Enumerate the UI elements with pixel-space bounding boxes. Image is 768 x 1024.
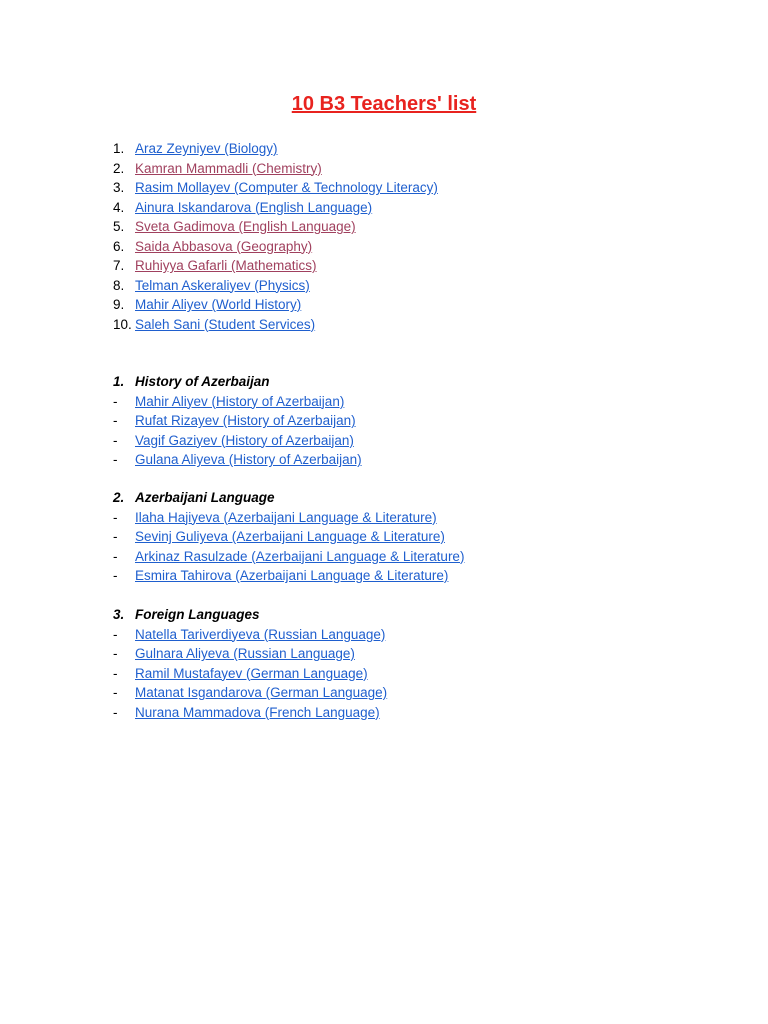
teacher-link[interactable]: Nurana Mammadova (French Language) bbox=[135, 704, 380, 720]
bullet-dash: - bbox=[113, 704, 118, 720]
teacher-link[interactable]: Sveta Gadimova (English Language) bbox=[135, 219, 356, 234]
teacher-link[interactable]: Rufat Rizayev (History of Azerbaijan) bbox=[135, 413, 356, 428]
teacher-link[interactable]: Kamran Mammadli (Chemistry) bbox=[135, 160, 322, 176]
teacher-link[interactable]: Esmira Tahirova (Azerbaijani Language & Literature) bbox=[135, 568, 449, 583]
section-title: History of Azerbaijan bbox=[135, 374, 270, 389]
list-number: 10. bbox=[113, 316, 132, 332]
section-title: Azerbaijani Language bbox=[135, 490, 275, 505]
bullet-dash: - bbox=[113, 626, 118, 642]
teacher-link[interactable]: Matanat Isgandarova (German Language) bbox=[135, 685, 388, 700]
bullet-dash: - bbox=[113, 529, 118, 544]
teacher-link[interactable]: Araz Zeyniyev (Biology) bbox=[135, 141, 278, 156]
teacher-link[interactable]: Rasim Mollayev (Computer & Technology Literacy) bbox=[135, 180, 438, 195]
bullet-dash: - bbox=[113, 452, 118, 467]
section-number: 2. bbox=[113, 490, 125, 505]
bullet-dash: - bbox=[113, 509, 118, 525]
list-number: 7. bbox=[113, 258, 125, 273]
bullet-dash: - bbox=[113, 432, 118, 448]
teacher-link[interactable]: Mahir Aliyev (History of Azerbaijan) bbox=[135, 393, 345, 409]
teacher-link[interactable]: Ainura Iskandarova (English Language) bbox=[135, 199, 373, 215]
bullet-dash: - bbox=[113, 685, 118, 700]
teacher-link[interactable]: Saida Abbasova (Geography) bbox=[135, 238, 313, 254]
list-number: 6. bbox=[113, 238, 125, 254]
bullet-dash: - bbox=[113, 646, 118, 661]
page-title: 10 B3 Teachers' list bbox=[291, 93, 477, 115]
section-number: 1. bbox=[113, 374, 125, 389]
teacher-link[interactable]: Mahir Aliyev (World History) bbox=[135, 297, 302, 312]
bullet-dash: - bbox=[113, 413, 118, 428]
teacher-link[interactable]: Saleh Sani (Student Services) bbox=[135, 316, 316, 332]
bullet-dash: - bbox=[113, 393, 118, 409]
list-number: 9. bbox=[113, 297, 125, 312]
teacher-link[interactable]: Telman Askeraliyev (Physics) bbox=[135, 277, 310, 293]
teacher-link[interactable]: Ruhiyya Gafarli (Mathematics) bbox=[135, 258, 317, 273]
teacher-link[interactable]: Arkinaz Rasulzade (Azerbaijani Language & Literature) bbox=[135, 548, 465, 564]
teacher-link[interactable]: Natella Tariverdiyeva (Russian Language) bbox=[135, 626, 386, 642]
list-number: 3. bbox=[113, 180, 125, 195]
section-number: 3. bbox=[113, 607, 125, 622]
teacher-link[interactable]: Ilaha Hajiyeva (Azerbaijani Language & Literature) bbox=[135, 509, 437, 525]
teacher-link[interactable]: Sevinj Guliyeva (Azerbaijani Language & Literature) bbox=[135, 529, 445, 544]
teacher-link[interactable]: Vagif Gaziyev (History of Azerbaijan) bbox=[135, 432, 354, 448]
list-number: 8. bbox=[113, 277, 125, 293]
bullet-dash: - bbox=[113, 665, 118, 681]
teacher-link[interactable]: Gulnara Aliyeva (Russian Language) bbox=[135, 646, 355, 661]
teacher-link[interactable]: Gulana Aliyeva (History of Azerbaijan) bbox=[135, 452, 362, 467]
list-number: 4. bbox=[113, 199, 125, 215]
section-title: Foreign Languages bbox=[135, 607, 260, 622]
bullet-dash: - bbox=[113, 568, 118, 583]
list-number: 1. bbox=[113, 141, 125, 156]
list-number: 2. bbox=[113, 160, 125, 176]
bullet-dash: - bbox=[113, 548, 118, 564]
list-number: 5. bbox=[113, 219, 125, 234]
teacher-link[interactable]: Ramil Mustafayev (German Language) bbox=[135, 665, 368, 681]
